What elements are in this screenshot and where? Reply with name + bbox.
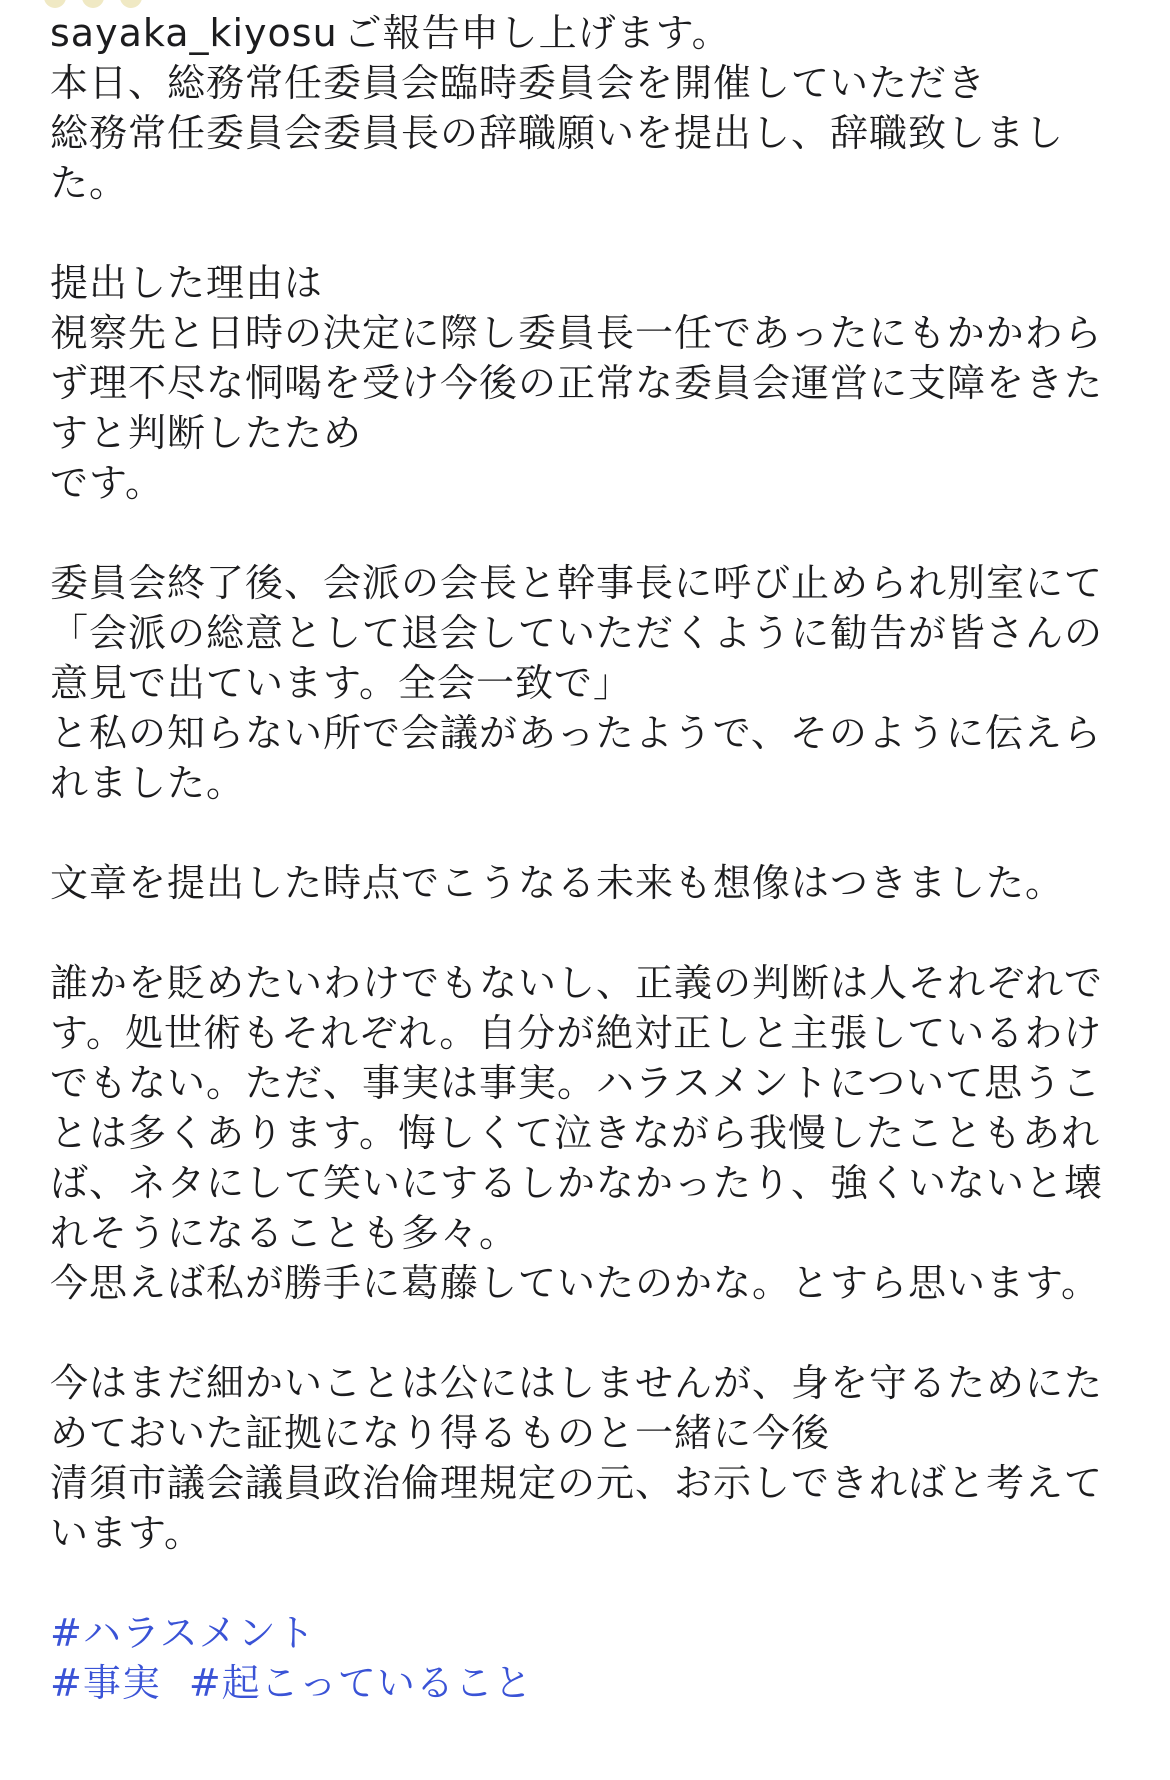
caption-line: 総務常任委員会委員長の辞職願いを提出し、辞職致しまし xyxy=(50,111,1065,155)
caption-line: ば、ネタにして笑いにするしかなかったり、強くいないと壊 xyxy=(50,1161,1104,1205)
caption-line: す。処世術もそれぞれ。自分が絶対正しと主張しているわけ xyxy=(50,1011,1103,1055)
caption-line: れました。 xyxy=(50,761,246,805)
caption-line: た。 xyxy=(50,161,129,205)
hashtag-row xyxy=(50,1658,1130,1708)
partial-avatar-icon xyxy=(82,0,104,8)
paragraph-spacer xyxy=(50,508,1130,558)
caption-line: れそうになることも多々。 xyxy=(50,1211,519,1255)
caption-line: でもない。ただ、事実は事実。ハラスメントについて思うこ xyxy=(50,1061,1102,1105)
caption-line: 誰かを貶めたいわけでもないし、正義の判断は人それぞれで xyxy=(50,961,1104,1005)
paragraph-spacer xyxy=(50,808,1130,858)
paragraph-spacer xyxy=(50,208,1130,258)
caption-line: です。 xyxy=(50,461,164,505)
paragraph-spacer xyxy=(50,908,1130,958)
caption-first-line xyxy=(50,8,1130,58)
caption-line: 清須市議会議員政治倫理規定の元、お示しできればと考えて xyxy=(50,1461,1104,1505)
caption-line: 委員会終了後、会派の会長と幹事長に呼び止められ別室にて xyxy=(50,561,1104,605)
hashtag-row xyxy=(50,1608,1130,1658)
hashtag-link[interactable]: #起こっていること xyxy=(188,1661,533,1705)
hashtag-link[interactable]: #ハラスメント xyxy=(50,1611,316,1655)
caption-intro-text: ご報告申し上げます。 xyxy=(343,11,731,55)
caption-line: 本日、総務常任委員会臨時委員会を開催していただき xyxy=(50,61,987,105)
username-link[interactable]: sayaka_kiyosu xyxy=(50,11,338,55)
partial-avatar-icon xyxy=(44,0,66,8)
caption-line: います。 xyxy=(50,1511,203,1555)
caption-line: 「会派の総意として退会していただくように勧告が皆さんの xyxy=(50,611,1104,655)
caption-line: ず理不尽な恫喝を受け今後の正常な委員会運営に支障をきた xyxy=(50,361,1104,405)
caption-line: 視察先と日時の決定に際し委員長一任であったにもかかわら xyxy=(50,311,1103,355)
caption-body xyxy=(50,58,1130,1608)
caption-line: 意見で出ています。全会一致で」 xyxy=(50,661,632,705)
caption-line: 今はまだ細かいことは公にはしませんが、身を守るためにた xyxy=(50,1361,1104,1405)
paragraph-spacer xyxy=(50,1558,1130,1608)
caption-line: 今思えば私が勝手に葛藤していたのかな。とすら思います。 xyxy=(50,1261,1100,1305)
caption-line: とは多くあります。悔しくて泣きながら我慢したこともあれ xyxy=(50,1111,1100,1155)
hashtag-list xyxy=(50,1608,1130,1708)
caption-line: すと判断したため xyxy=(50,411,363,455)
partial-avatar-icon xyxy=(120,0,142,8)
caption-line: 文章を提出した時点でこうなる未来も想像はつきました。 xyxy=(50,861,1065,905)
paragraph-spacer xyxy=(50,1308,1130,1358)
hashtag-link[interactable]: #事実 xyxy=(50,1661,161,1705)
caption-line: と私の知らない所で会議があったようで、そのように伝えら xyxy=(50,711,1102,755)
caption-line: めておいた証拠になり得るものと一緒に今後 xyxy=(50,1411,831,1455)
caption-line: 提出した理由は xyxy=(50,261,324,305)
post-caption xyxy=(50,8,1130,1708)
